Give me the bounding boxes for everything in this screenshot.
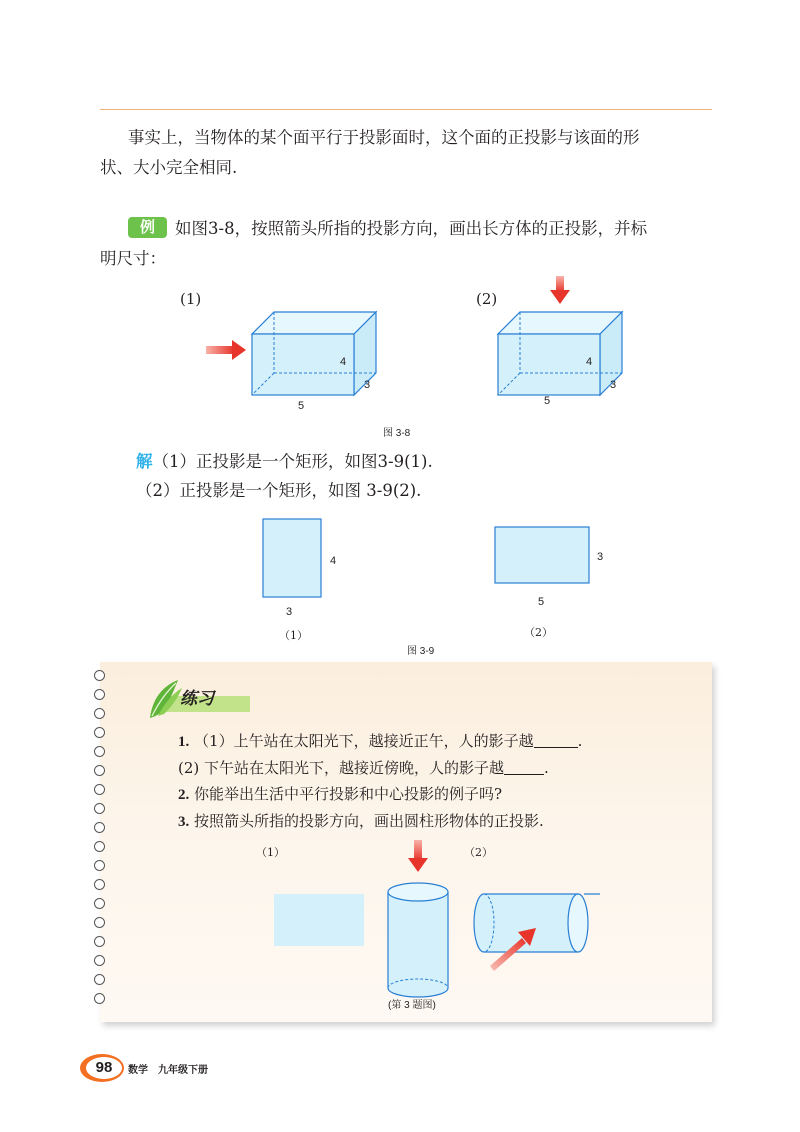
cuboid-right-width: 5 bbox=[544, 395, 551, 407]
binder-ring bbox=[94, 974, 105, 985]
fig38-left-label: (1) bbox=[180, 290, 202, 308]
binder-ring bbox=[94, 917, 105, 928]
rect1-width-label: 3 bbox=[286, 606, 293, 618]
binder-ring bbox=[94, 670, 105, 681]
q3-fig-right-label: （2） bbox=[464, 846, 493, 859]
exercise-title: 练习 bbox=[180, 689, 214, 708]
q3-number: 3. bbox=[178, 814, 190, 830]
fig38-caption: 图 3-8 bbox=[383, 428, 411, 439]
footer-book-title: 数学 九年级下册 bbox=[128, 1065, 208, 1076]
cuboid-left bbox=[252, 312, 376, 395]
binder-ring bbox=[94, 689, 105, 700]
example-paragraph bbox=[100, 214, 728, 274]
solution-paragraph bbox=[136, 447, 716, 505]
header-rule bbox=[100, 109, 712, 110]
arrow-down-vertical bbox=[550, 276, 570, 304]
solution-line-1: （1）正投影是一个矩形，如图3-9(1). bbox=[152, 452, 433, 471]
q3-text: 按照箭头所指的投影方向，画出圆柱形物体的正投影. bbox=[194, 812, 544, 830]
projection-rect-1 bbox=[263, 519, 321, 597]
q1b-blank[interactable] bbox=[504, 760, 544, 775]
q1b-end: . bbox=[544, 759, 549, 777]
rect1-height-label: 4 bbox=[330, 555, 337, 567]
arrow-down-q3 bbox=[408, 840, 428, 872]
cylinder-horizontal-body bbox=[474, 894, 588, 952]
figure-3-8 bbox=[190, 270, 670, 420]
intro-paragraph bbox=[100, 123, 728, 183]
binder-ring bbox=[94, 993, 105, 1004]
q1a-end: . bbox=[577, 732, 583, 750]
fig39-left-label: （1） bbox=[279, 629, 308, 642]
q2-text: 你能举出生活中平行投影和中心投影的例子吗? bbox=[194, 785, 503, 803]
binder-ring bbox=[94, 879, 105, 890]
cuboid-left-depth: 3 bbox=[364, 379, 371, 391]
q2-number: 2. bbox=[178, 787, 190, 803]
question-1a bbox=[178, 728, 698, 755]
binder-ring bbox=[94, 955, 105, 966]
cuboid-left-width: 5 bbox=[298, 400, 305, 412]
fig39-caption: 图 3-9 bbox=[407, 646, 435, 657]
exercise-questions bbox=[178, 728, 698, 835]
example-line-1 bbox=[128, 214, 728, 244]
example-line-2: 明尺寸： bbox=[100, 249, 166, 268]
binder-ring bbox=[94, 822, 105, 833]
q1a-blank[interactable] bbox=[534, 733, 578, 748]
example-text-1: 如图3-8，按照箭头所指的投影方向，画出长方体的正投影，并标 bbox=[175, 219, 648, 238]
fig39-right-label: （2） bbox=[524, 626, 553, 639]
projection-rect-2 bbox=[495, 527, 589, 583]
binder-ring bbox=[94, 784, 105, 795]
binder-ring bbox=[94, 765, 105, 776]
cuboid-right-depth: 3 bbox=[610, 379, 617, 391]
solution-badge: 解 bbox=[136, 452, 153, 471]
binder-ring bbox=[94, 936, 105, 947]
question-2 bbox=[178, 781, 698, 808]
q1b-text: (2) 下午站在太阳光下，越接近傍晚，人的影子越 bbox=[178, 759, 505, 777]
binder-ring bbox=[94, 860, 105, 871]
q3-fig-caption: (第 3 题图) bbox=[388, 1000, 436, 1011]
binder-ring bbox=[94, 898, 105, 909]
question-3 bbox=[178, 808, 698, 835]
figure-q3-right bbox=[462, 886, 602, 976]
binder-ring bbox=[94, 841, 105, 852]
solution-line-2: （2）正投影是一个矩形，如图 3-9(2). bbox=[136, 481, 422, 500]
q1-number: 1. bbox=[178, 734, 190, 750]
q1a-text: （1）上午站在太阳光下，越接近正午，人的影子越 bbox=[194, 732, 534, 750]
example-badge: 例 bbox=[128, 217, 167, 238]
rect2-width-label: 5 bbox=[538, 596, 545, 608]
page-number: 98 bbox=[86, 1057, 122, 1079]
exercise-panel bbox=[100, 662, 712, 1022]
binder-ring bbox=[94, 727, 105, 738]
fig38-right-label: (2) bbox=[476, 290, 498, 308]
cuboid-right-height: 4 bbox=[586, 356, 593, 368]
q3-fig-left-label: （1） bbox=[256, 846, 285, 859]
intro-line-2: 状、大小完全相同. bbox=[100, 158, 238, 177]
question-1b bbox=[178, 755, 698, 781]
figure-3-9 bbox=[250, 512, 630, 622]
intro-line-1: 事实上，当物体的某个面平行于投影面时，这个面的正投影与该面的形 bbox=[128, 128, 640, 147]
binder-ring bbox=[94, 746, 105, 757]
arrow-left-horizontal bbox=[206, 340, 246, 360]
cuboid-left-height: 4 bbox=[340, 356, 347, 368]
cuboid-right bbox=[498, 312, 622, 395]
rect2-height-label: 3 bbox=[597, 551, 604, 563]
binder-ring bbox=[94, 803, 105, 814]
binder-ring bbox=[94, 708, 105, 719]
cylinder-vertical bbox=[388, 883, 448, 997]
